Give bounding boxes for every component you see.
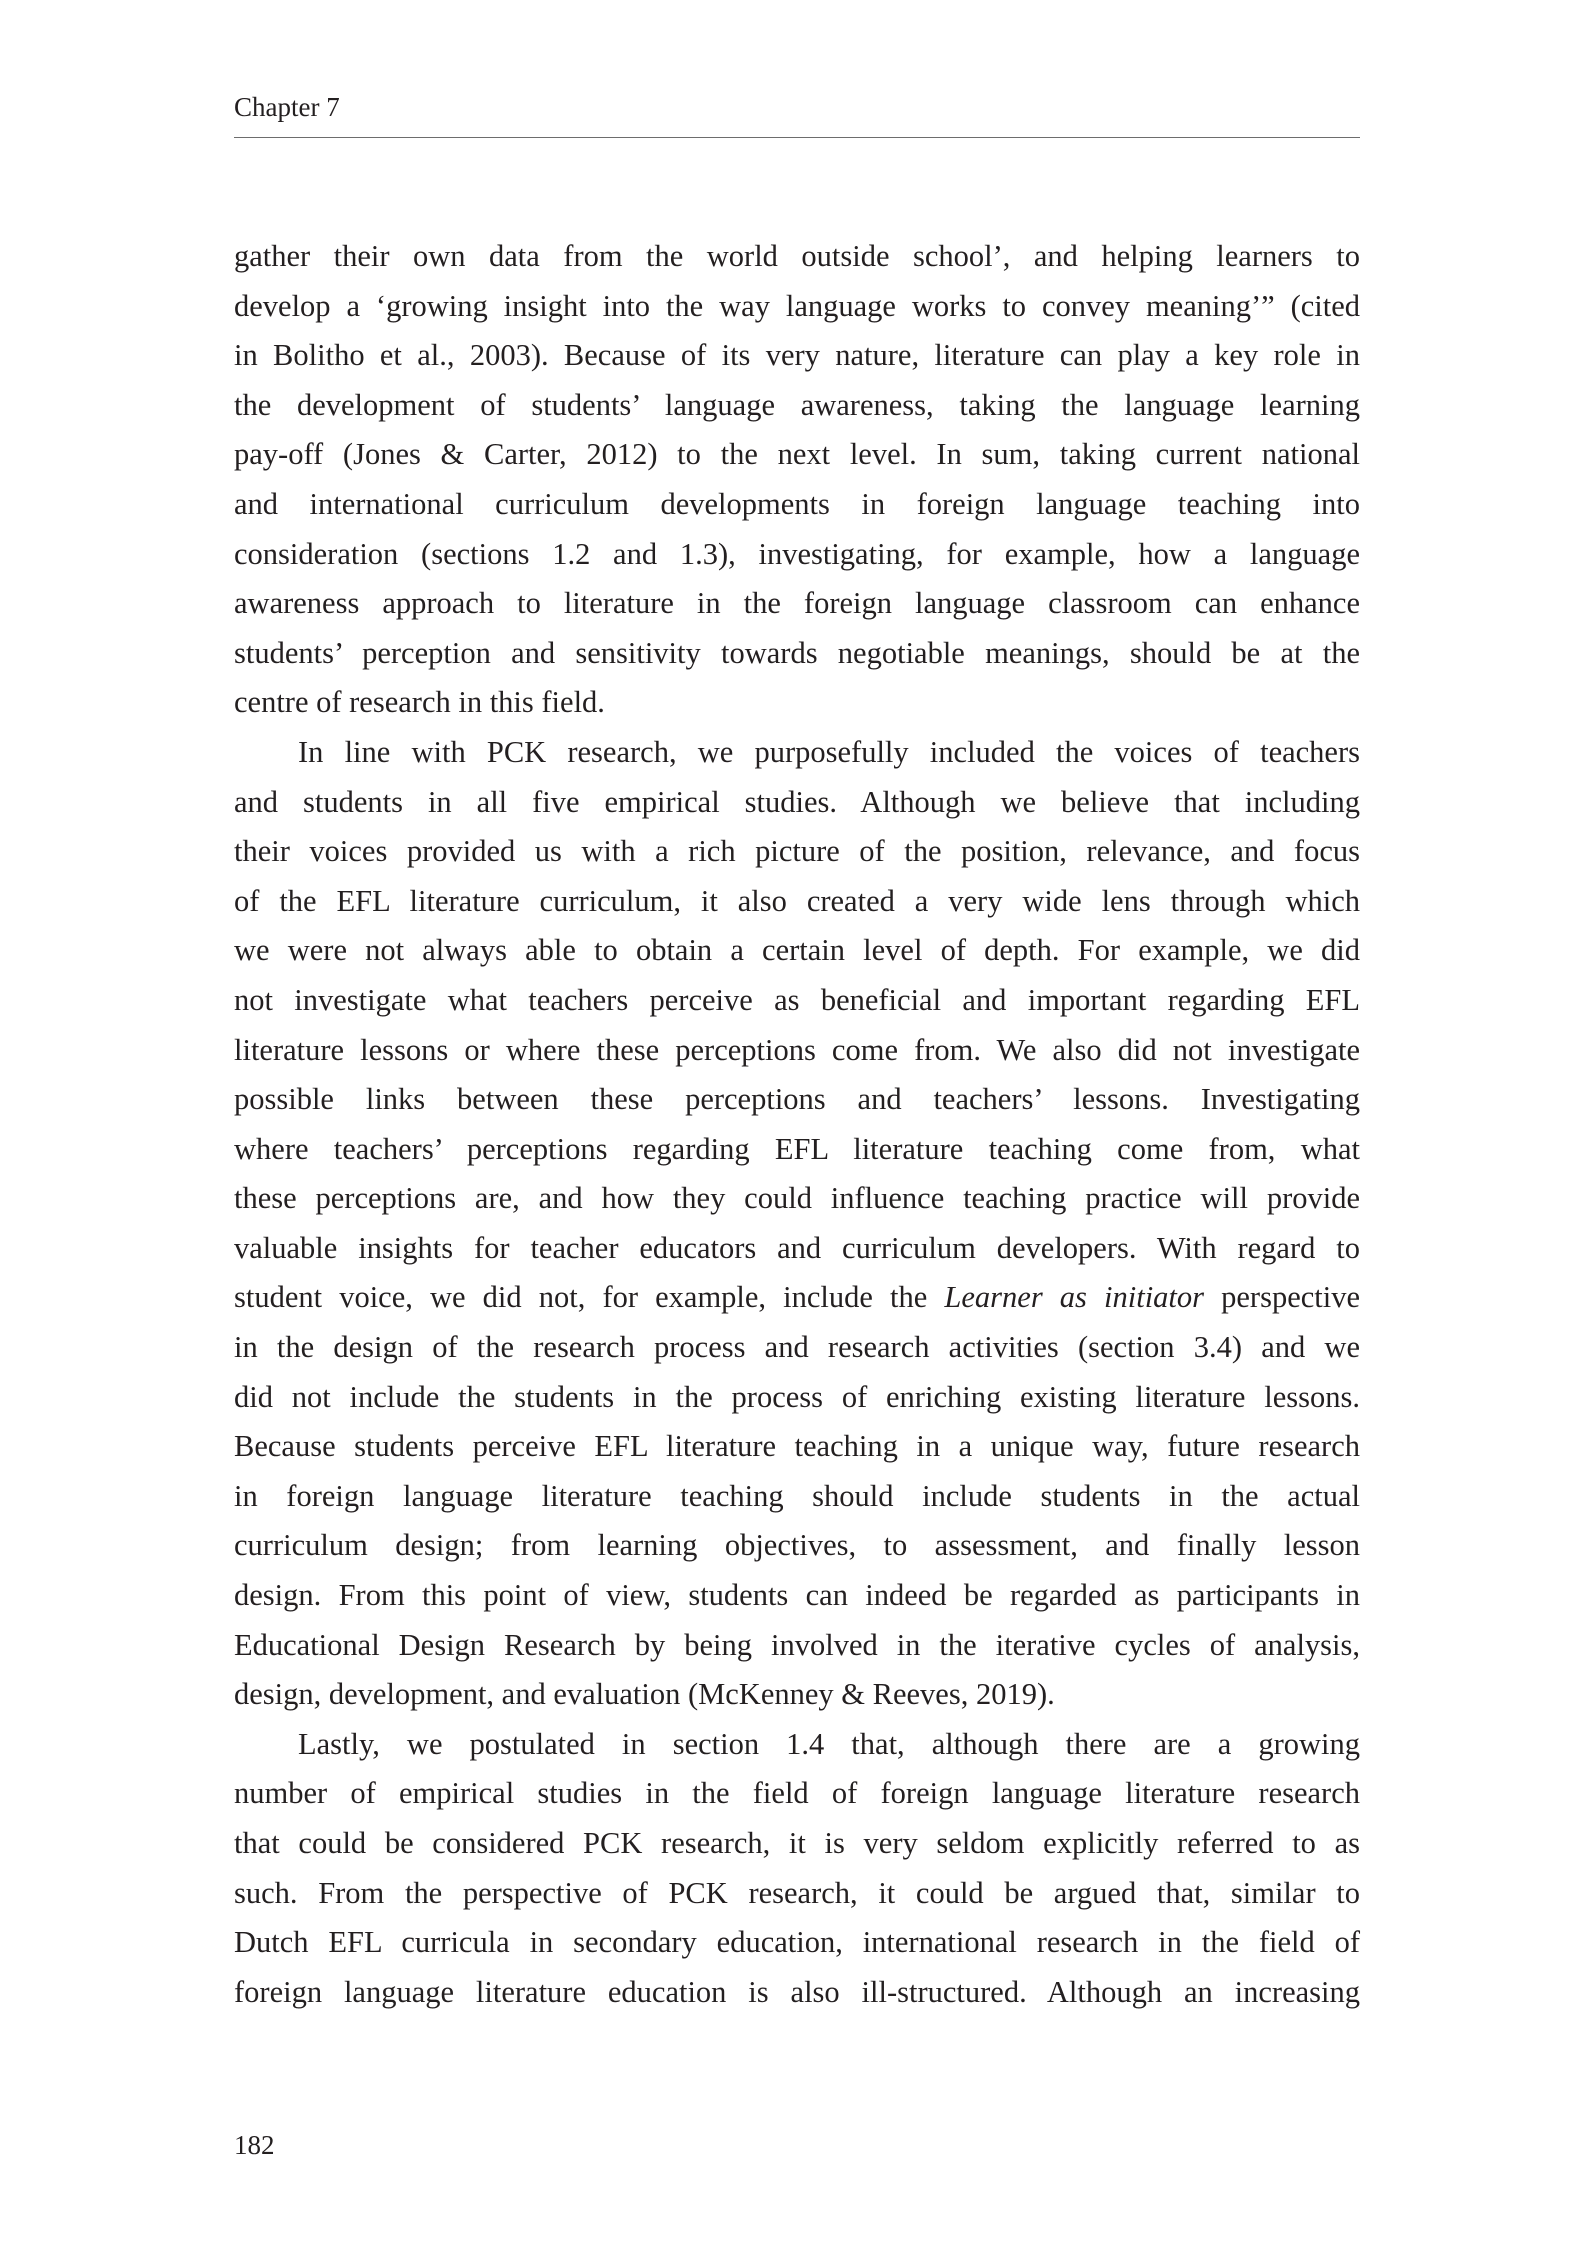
text-line: design, development, and evaluation (McKenney & Reeves, 2019). (234, 1677, 1055, 1712)
text-line: In line with PCK research, we purposefully included the voices of teachers (298, 734, 1360, 769)
text-line: in Bolitho et al., 2003). Because of its very nature, literature can play a key role in (234, 338, 1360, 373)
text-line: such. From the perspective of PCK research, it could be argued that, similar to (234, 1875, 1360, 1910)
text-line: design. From this point of view, students can indeed be regarded as participants in (234, 1578, 1360, 1613)
text-line: the development of students’ language awareness, taking the language learning (234, 387, 1360, 422)
text-line: in the design of the research process and research activities (section 3.4) and we (234, 1330, 1360, 1365)
text-line: valuable insights for teacher educators and curriculum developers. With regard to (234, 1230, 1360, 1265)
text-span: student voice, we did not, for example, include the (234, 1280, 945, 1315)
text-line: where teachers’ perceptions regarding EFL literature teaching come from, what (234, 1131, 1360, 1166)
text-line: did not include the students in the process of enriching existing literature lessons. (234, 1379, 1360, 1414)
page-number: 182 (234, 2130, 275, 2160)
text-line: foreign language literature education is also ill-structured. Although an increasing (234, 1974, 1360, 2009)
text-line: we were not always able to obtain a certain level of depth. For example, we did (234, 933, 1360, 968)
text-line: Dutch EFL curricula in secondary education, international research in the field of (234, 1925, 1360, 1960)
italic-term: Learner as initiator (944, 1280, 1205, 1315)
text-line: consideration (sections 1.2 and 1.3), investigating, for example, how a language (234, 536, 1360, 571)
body-text (234, 232, 1360, 2017)
text-line (234, 1273, 1360, 1323)
text-line: not investigate what teachers perceive as beneficial and important regarding EFL (234, 982, 1360, 1017)
text-line: literature lessons or where these perceptions come from. We also did not investigate (234, 1032, 1360, 1067)
text-line: students’ perception and sensitivity towards negotiable meanings, should be at the (234, 635, 1360, 670)
text-line: Educational Design Research by being involved in the iterative cycles of analysis, (234, 1627, 1360, 1662)
text-line: number of empirical studies in the field of foreign language literature research (234, 1776, 1360, 1811)
text-line: pay-off (Jones & Carter, 2012) to the next level. In sum, taking current national (234, 437, 1360, 472)
text-span: perspective (1204, 1280, 1361, 1315)
text-line: centre of research in this field. (234, 685, 605, 720)
text-line: gather their own data from the world outside school’, and helping learners to (234, 239, 1360, 273)
text-line: awareness approach to literature in the foreign language classroom can enhance (234, 586, 1360, 621)
text-line: these perceptions are, and how they could influence teaching practice will provide (234, 1181, 1360, 1216)
text-line: and students in all five empirical studies. Although we believe that including (234, 784, 1360, 819)
header-rule (234, 137, 1360, 138)
text-line: in foreign language literature teaching should include students in the actual (234, 1478, 1360, 1513)
text-line: Lastly, we postulated in section 1.4 that, although there are a growing (298, 1726, 1360, 1761)
paragraph-3 (234, 1720, 1360, 2018)
text-line: of the EFL literature curriculum, it also created a very wide lens through which (234, 883, 1360, 918)
text-line: Because students perceive EFL literature teaching in a unique way, future research (234, 1429, 1360, 1464)
text-line: curriculum design; from learning objectives, to assessment, and finally lesson (234, 1528, 1360, 1563)
paragraph-2 (234, 728, 1360, 1720)
text-line: and international curriculum developments in foreign language teaching into (234, 486, 1360, 521)
running-header: Chapter 7 (234, 92, 340, 122)
paragraph-1 (234, 232, 1360, 728)
text-line: possible links between these perceptions and teachers’ lessons. Investigating (234, 1082, 1360, 1117)
text-line: develop a ‘growing insight into the way language works to convey meaning’” (cited (234, 288, 1360, 323)
text-line: that could be considered PCK research, it is very seldom explicitly referred to as (234, 1826, 1360, 1860)
text-line: their voices provided us with a rich picture of the position, relevance, and focus (234, 834, 1360, 869)
